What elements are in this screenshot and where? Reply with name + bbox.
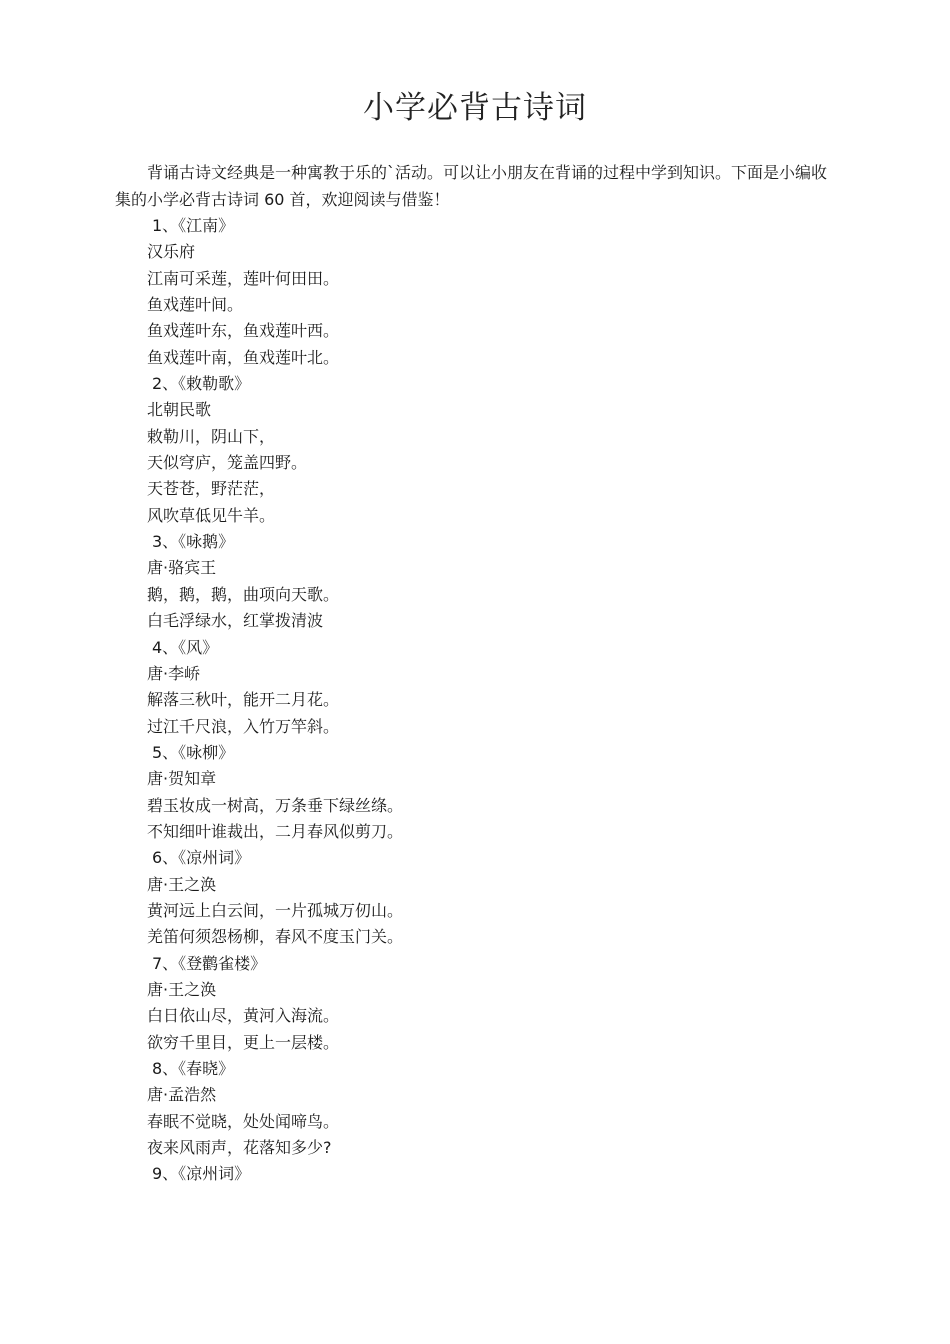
poem-line: 春眠不觉晓，处处闻啼鸟。 (147, 1111, 340, 1131)
poem-line: 夜来风雨声，花落知多少? (147, 1138, 332, 1158)
poem-line: 鱼戏莲叶间。 (147, 295, 244, 315)
poem-line: 白毛浮绿水，红掌拨清波 (147, 611, 324, 631)
poem-author: 唐·骆宾王 (147, 558, 217, 578)
poem-author: 北朝民歌 (147, 400, 212, 420)
poem-heading: 2、《敕勒歌》 (152, 374, 251, 394)
poem-line: 鱼戏莲叶南，鱼戏莲叶北。 (147, 347, 340, 367)
poem-line: 白日依山尽，黄河入海流。 (147, 1006, 340, 1026)
poem-line: 鹅，鹅，鹅，曲项向天歌。 (147, 584, 340, 604)
poem-line: 解落三秋叶，能开二月花。 (147, 690, 340, 710)
poem-heading: 8、《春晓》 (152, 1059, 235, 1078)
poem-line: 江南可采莲，莲叶何田田。 (147, 268, 340, 288)
poem-list (147, 213, 827, 1188)
poem-author: 唐·孟浩然 (147, 1085, 217, 1105)
poem-author: 唐·王之涣 (147, 979, 217, 999)
poem-author: 唐·王之涣 (147, 874, 217, 894)
poem-author: 唐·李峤 (147, 663, 201, 683)
poem-line: 敕勒川，阴山下， (147, 426, 276, 446)
poem-heading: 5、《咏柳》 (152, 742, 235, 762)
poem-line: 风吹草低见牛羊。 (147, 505, 276, 525)
poem-heading: 1、《江南》 (152, 216, 235, 235)
poem-heading: 7、《登鹳雀楼》 (152, 953, 267, 973)
poem-heading: 9、《凉州词》 (152, 1164, 251, 1184)
poem-line: 黄河远上白云间，一片孤城万仞山。 (147, 900, 404, 920)
poem-author: 唐·贺知章 (147, 769, 217, 789)
poem-line: 不知细叶谁裁出，二月春风似剪刀。 (147, 821, 404, 841)
poem-line: 羌笛何须怨杨柳，春风不度玉门关。 (147, 927, 404, 947)
poem-heading: 6、《凉州词》 (152, 848, 251, 868)
poem-line: 鱼戏莲叶东，鱼戏莲叶西。 (147, 321, 340, 341)
poem-line: 碧玉妆成一树高，万条垂下绿丝绦。 (147, 795, 404, 815)
poem-line: 天似穹庐，笼盖四野。 (147, 453, 308, 473)
intro-paragraph: 背诵古诗文经典是一种寓教于乐的`活动。可以让小朋友在背诵的过程中学到知识。下面是小编收集的小学必背古诗词 60 首，欢迎阅读与借鉴！ (115, 163, 828, 209)
poem-heading: 3、《咏鹅》 (152, 532, 235, 552)
poem-line: 欲穷千里目，更上一层楼。 (147, 1032, 340, 1052)
document-title: 小学必背古诗词 (363, 90, 587, 126)
poem-author: 汉乐府 (147, 242, 196, 262)
poem-line: 过江千尺浪，入竹万竿斜。 (147, 716, 340, 736)
poem-line: 天苍苍，野茫茫， (147, 479, 276, 499)
poem-heading: 4、《风》 (152, 637, 219, 657)
